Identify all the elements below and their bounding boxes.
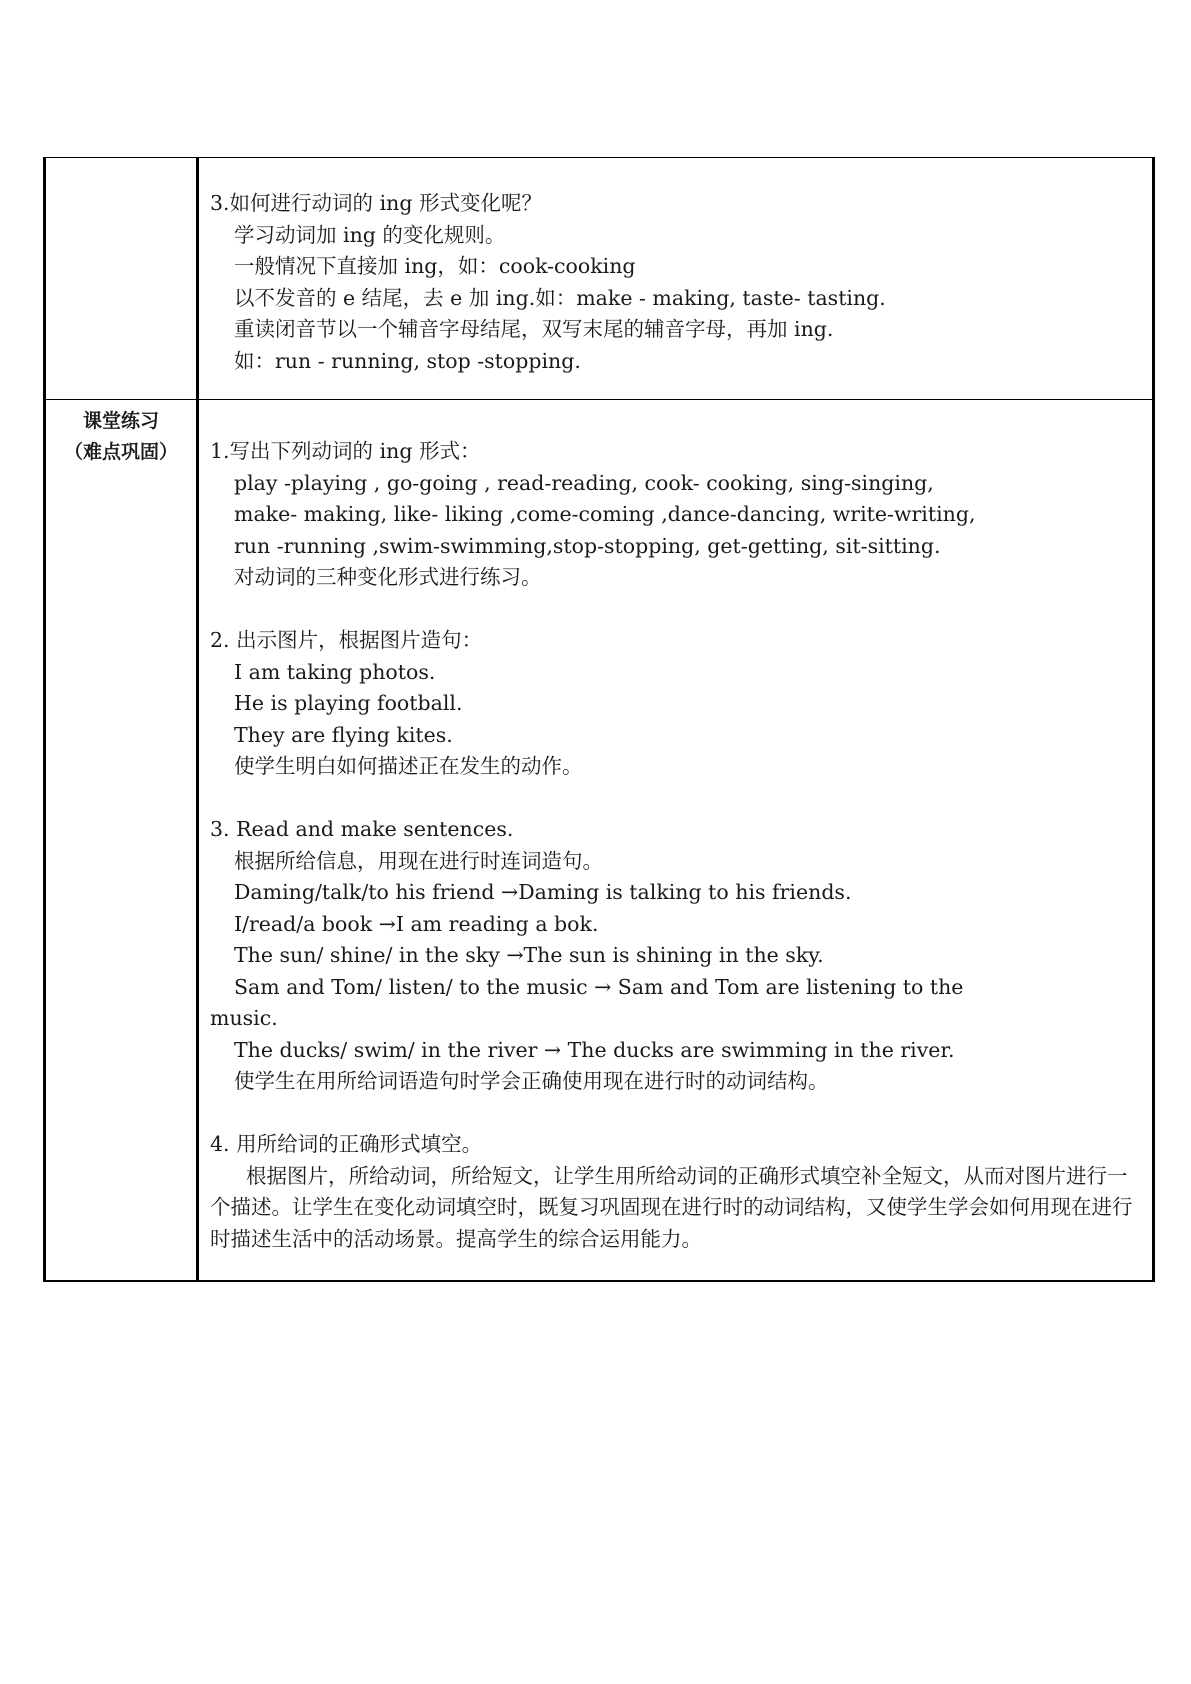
row-label-title: 课堂练习	[82, 410, 159, 432]
content-line: 使学生在用所给词语造句时学会正确使用现在进行时的动词结构。	[234, 1069, 829, 1093]
content-line: make- making, like- liking ,come-coming ,dance-dancing, write-writing,	[234, 502, 976, 526]
section-title: 1.写出下列动词的 ing 形式：	[210, 439, 481, 463]
content-line: They are flying kites.	[234, 722, 453, 747]
content-line: 以不发音的 e 结尾，去 e 加 ing.如：make - making, taste- tasting.	[234, 285, 886, 310]
content-line: 根据所给信息，用现在进行时连词造句。	[234, 848, 603, 873]
lesson-plan-table	[43, 157, 1155, 1282]
row-content-cell	[198, 158, 1154, 400]
content-line: The sun/ shine/ in the sky →The sun is shining in the sky.	[234, 943, 824, 967]
content-line: 学习动词加 ing 的变化规则。	[234, 222, 506, 247]
content-line: 3.如何进行动词的 ing 形式变化呢？	[210, 191, 542, 215]
content-line: The ducks/ swim/ in the river → The ducks are swimming in the river.	[234, 1037, 955, 1062]
row-label-subtitle: （难点巩固）	[63, 441, 178, 463]
content-line: 使学生明白如何描述正在发生的动作。	[234, 754, 583, 778]
content-line: play -playing , go-going , read-reading, cook- cooking, sing-singing,	[234, 470, 934, 495]
content-line: 如：run - running, stop -stopping.	[234, 348, 581, 373]
content-line-wrap: music.	[210, 1006, 278, 1030]
content-line: I am taking photos.	[234, 659, 436, 684]
row-label-cell	[45, 158, 198, 400]
content-line: 一般情况下直接加 ing，如：cook-cooking	[234, 254, 636, 278]
content-line: 重读闭音节以一个辅音字母结尾，双写末尾的辅音字母，再加 ing.	[234, 317, 834, 341]
section-title: 4. 用所给词的正确形式填空。	[210, 1132, 483, 1156]
row-label-cell	[45, 400, 198, 1282]
section-title: 2. 出示图片，根据图片造句：	[210, 628, 483, 652]
table-row	[45, 158, 1154, 400]
content-line: Daming/talk/to his friend →Daming is talking to his friends.	[234, 880, 852, 904]
content-line: Sam and Tom/ listen/ to the music → Sam and Tom are listening to the	[234, 974, 964, 999]
content-paragraph: 根据图片，所给动词，所给短文，让学生用所给动词的正确形式填空补全短文，从而对图片进行一个描述。让学生在变化动词填空时，既复习巩固现在进行时的动词结构，又使学生学会如何用现在进行时描述生活中的活动场景。提高学生的综合运用能力。	[210, 1163, 1133, 1251]
row-content-cell	[198, 400, 1154, 1282]
table-row	[45, 400, 1154, 1282]
content-line: 对动词的三种变化形式进行练习。	[234, 565, 542, 589]
content-line: He is playing football.	[234, 691, 463, 715]
content-line: I/read/a book →I am reading a bok.	[234, 911, 599, 936]
section-title: 3. Read and make sentences.	[210, 817, 514, 841]
content-line: run -running ,swim-swimming,stop-stopping, get-getting, sit-sitting.	[234, 533, 941, 558]
